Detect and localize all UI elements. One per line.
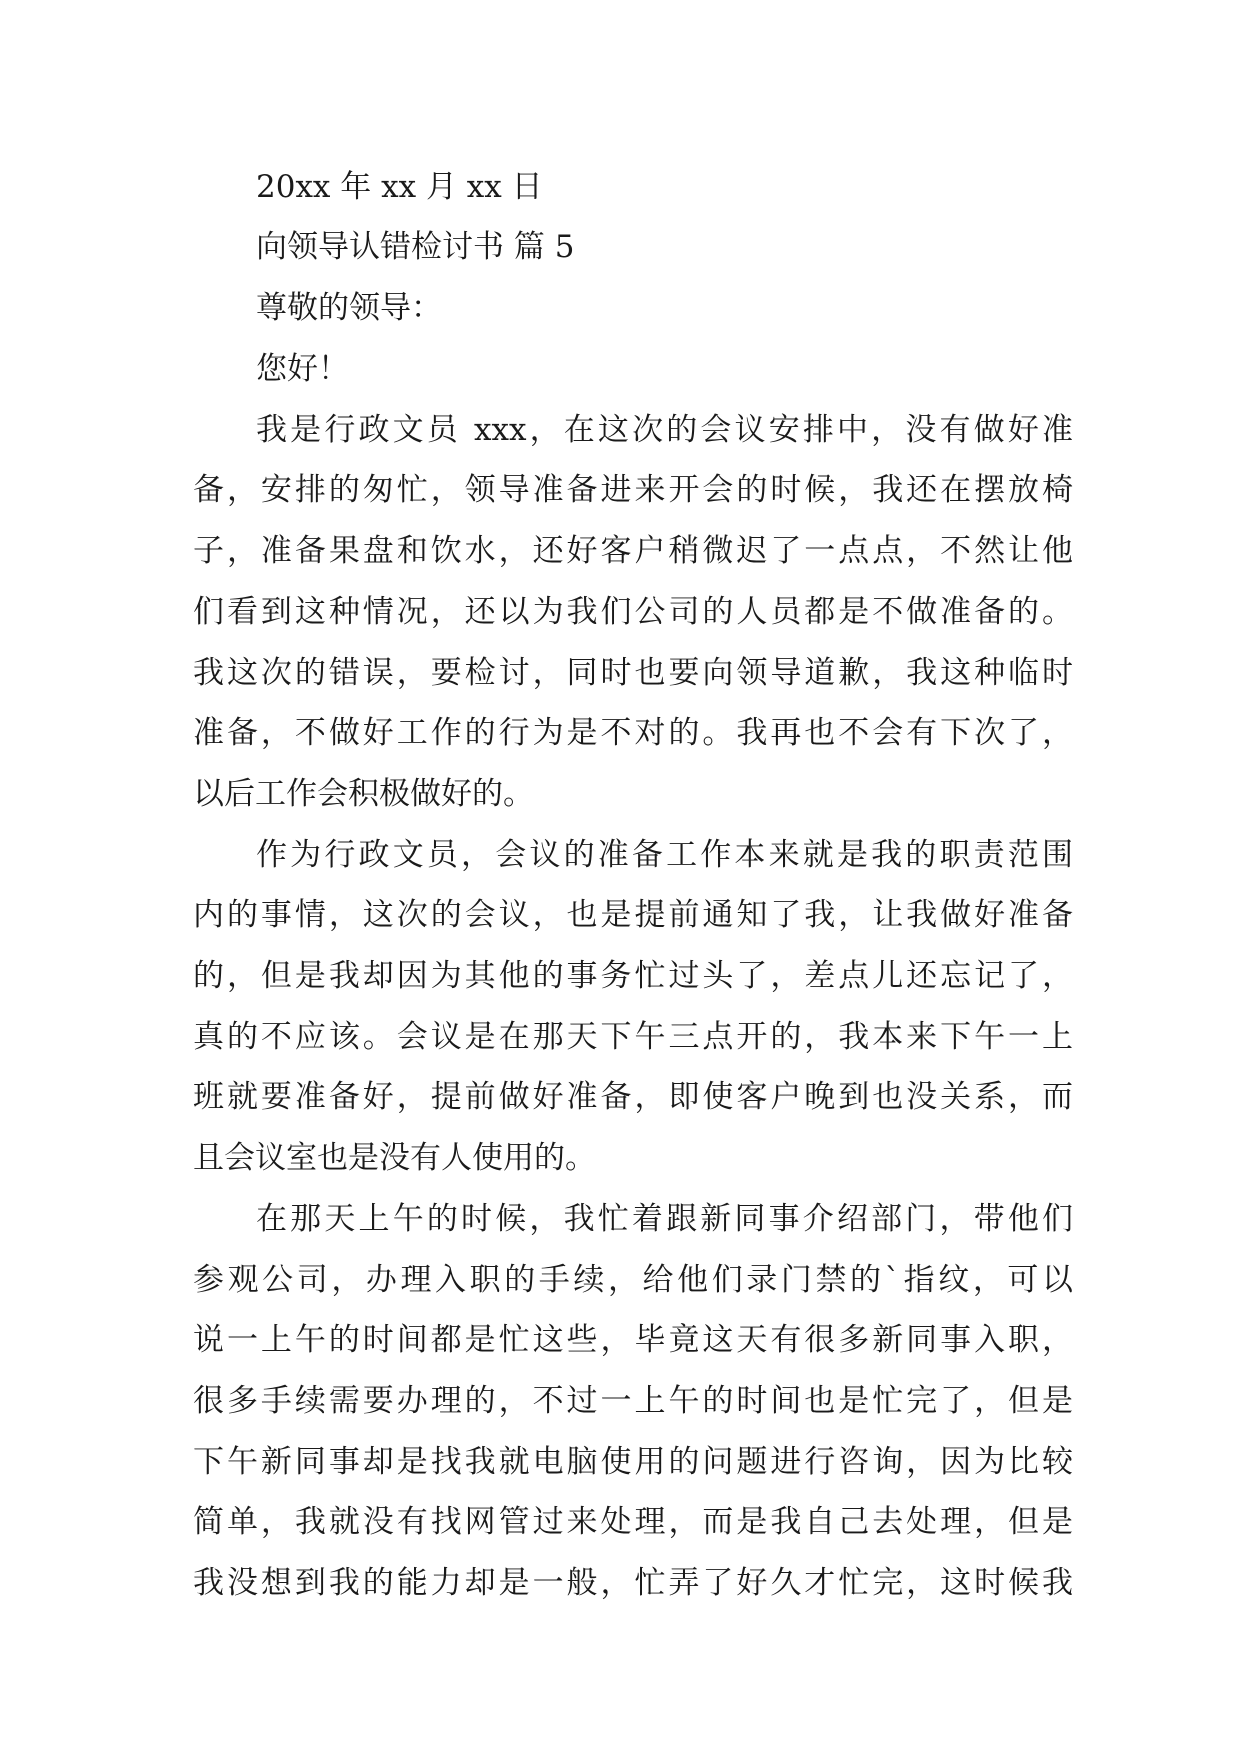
paragraph-line: 且会议室也是没有人使用的。 [193,1140,596,1176]
greeting: 您好！ [256,351,349,387]
paragraph-line: 子，准备果盘和饮水，还好客户稍微迟了一点点，不然让他 [193,533,1073,569]
paragraph-line: 班就要准备好，提前做好准备，即使客户晚到也没关系，而 [193,1079,1073,1115]
paragraph-line: 下午新同事却是找我就电脑使用的问题进行咨询，因为比较 [193,1444,1073,1480]
paragraph-line: 内的事情，这次的会议，也是提前通知了我，让我做好准备 [193,897,1073,933]
paragraph-line: 们看到这种情况，还以为我们公司的人员都是不做准备的。 [193,594,1073,630]
paragraph-line: 简单，我就没有找网管过来处理，而是我自己去处理，但是 [193,1504,1073,1540]
paragraph-line: 备，安排的匆忙，领导准备进来开会的时候，我还在摆放椅 [193,472,1073,508]
paragraph-line: 在那天上午的时候，我忙着跟新同事介绍部门，带他们 [256,1201,1073,1237]
paragraph-line: 以后工作会积极做好的。 [193,776,534,812]
paragraph-line: 真的不应该。会议是在那天下午三点开的，我本来下午一上 [193,1019,1073,1055]
paragraph-line: 作为行政文员，会议的准备工作本来就是我的职责范围 [256,837,1073,873]
paragraph-line: 的，但是我却因为其他的事务忙过头了，差点儿还忘记了， [193,958,1073,994]
paragraph-line: 很多手续需要办理的，不过一上午的时间也是忙完了，但是 [193,1383,1073,1419]
paragraph-line: 准备，不做好工作的行为是不对的。我再也不会有下次了， [193,715,1073,751]
paragraph-line: 我没想到我的能力却是一般，忙弄了好久才忙完，这时候我 [193,1565,1073,1601]
paragraph-line: 我是行政文员 xxx，在这次的会议安排中，没有做好准 [256,412,1073,448]
paragraph-line: 说一上午的时间都是忙这些，毕竟这天有很多新同事入职， [193,1322,1073,1358]
section-title: 向领导认错检讨书 篇 5 [256,229,575,265]
salutation: 尊敬的领导： [256,290,442,326]
paragraph-line: 参观公司，办理入职的手续，给他们录门禁的`指纹，可以 [193,1262,1073,1298]
document-date: 20xx 年 xx 月 xx 日 [256,169,543,205]
paragraph-line: 我这次的错误，要检讨，同时也要向领导道歉，我这种临时 [193,655,1073,691]
